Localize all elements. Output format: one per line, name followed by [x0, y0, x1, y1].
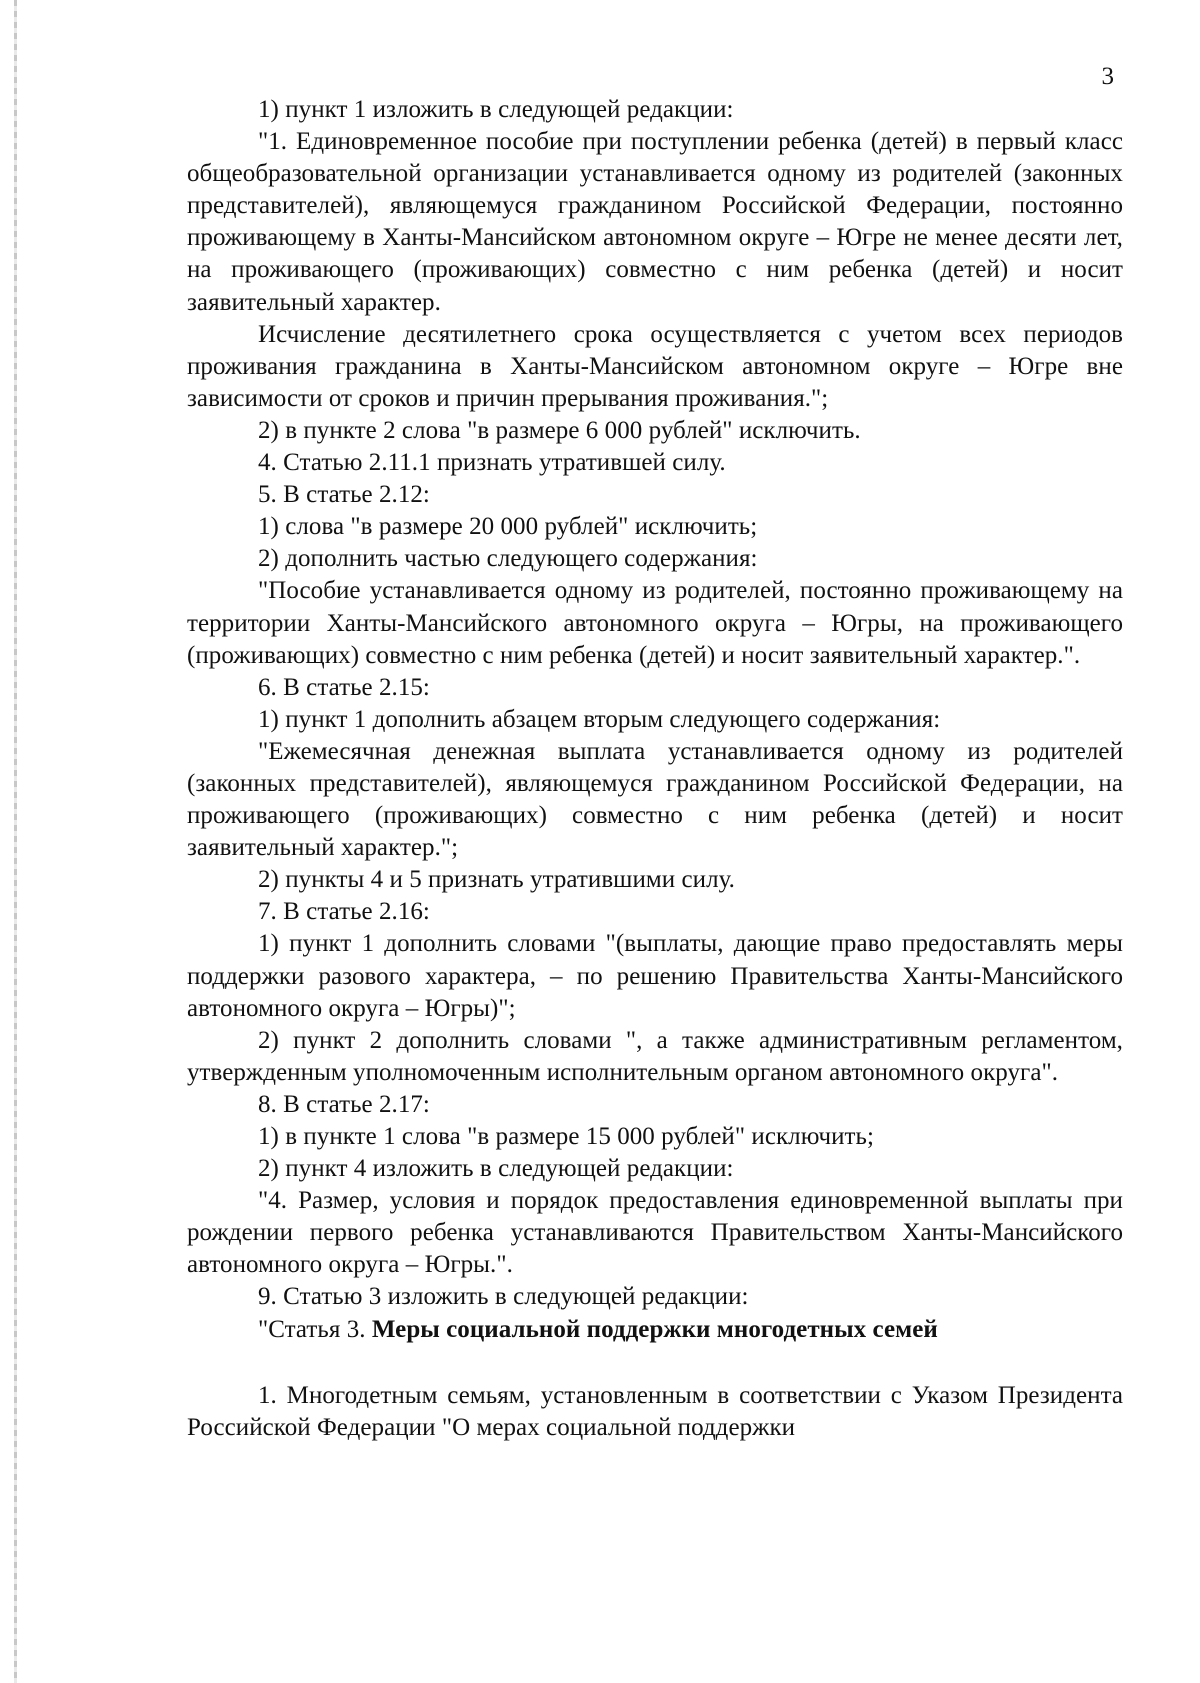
paragraph: "1. Единовременное пособие при поступлении ребенка (детей) в первый класс общеобразовательной организации устанавливается одному из родителей (законных представителей), являющемуся гражданином Российской Федерации, постоянно проживающему в Ханты-Мансийском автономном округе – Югре не менее десяти лет, на проживающего (проживающих) совместно с ним ребенка (детей) и носит заявительный характер. — [187, 128, 1123, 316]
paragraph: 5. В статье 2.12: — [258, 481, 430, 509]
paragraph: 1) в пункте 1 слова "в размере 15 000 рублей" исключить; — [258, 1123, 874, 1150]
paragraph: 2) пункт 2 дополнить словами ", а также административным регламентом, утвержденным уполномоченным исполнительным органом автономного округа". — [187, 1026, 1123, 1086]
paragraph: 2) в пункте 2 слова "в размере 6 000 рублей" исключить. — [258, 416, 861, 444]
page-number: 3 — [1101, 63, 1114, 90]
paragraph: 1) пункт 1 дополнить абзацем вторым следующего содержания: — [258, 705, 941, 733]
paragraph: Исчисление десятилетнего срока осуществляется с учетом всех периодов проживания гражданина в Ханты-Мансийском автономном округе – Югре вне зависимости от сроков и причин прерывания проживания."; — [187, 320, 1123, 412]
paragraph: "4. Размер, условия и порядок предоставления единовременной выплаты при рождении первого ребенка устанавливаются Правительством Ханты-Мансийского автономного округа – Югры.". — [187, 1187, 1123, 1279]
paragraph-gap — [187, 1346, 1123, 1380]
paragraph: 6. В статье 2.15: — [258, 673, 430, 701]
paragraph: 1) пункт 1 дополнить словами "(выплаты, дающие право предоставлять меры поддержки разового характера, – по решению Правительства Ханты-Мансийского автономного округа – Югры)"; — [187, 930, 1123, 1022]
article-heading — [187, 1314, 1123, 1346]
scan-edge-artifact — [14, 0, 17, 1683]
article-heading-title: Меры социальной поддержки многодетных семей — [371, 1315, 938, 1343]
paragraph: 1) пункт 1 изложить в следующей редакции: — [258, 96, 734, 123]
paragraph: "Ежемесячная денежная выплата устанавливается одному из родителей (законных представителей), являющемуся гражданином Российской Федерации, на проживающего (проживающих) совместно с ним ребенка (детей) и носит заявительный характер."; — [187, 737, 1123, 862]
paragraph: 7. В статье 2.16: — [258, 898, 430, 926]
paragraph: "Пособие устанавливается одному из родителей, постоянно проживающему на территории Ханты-Мансийского автономного округа – Югры, на проживающего (проживающих) совместно с ним ребенка (детей) и носит заявительный характер.". — [187, 577, 1123, 669]
article-heading-prefix: "Статья 3. — [258, 1315, 372, 1343]
paragraph: 1) слова "в размере 20 000 рублей" исключить; — [258, 513, 758, 541]
paragraph: 8. В статье 2.17: — [258, 1090, 430, 1118]
paragraph: 4. Статью 2.11.1 признать утратившей силу. — [258, 449, 726, 477]
paragraph: 2) пункт 4 изложить в следующей редакции: — [258, 1155, 734, 1183]
paragraph: 1. Многодетным семьям, установленным в соответствии с Указом Президента Российской Федерации "О мерах социальной поддержки — [187, 1381, 1123, 1441]
document-body — [187, 94, 1123, 1444]
paragraph: 9. Статью 3 изложить в следующей редакции: — [258, 1283, 749, 1311]
paragraph: 2) дополнить частью следующего содержания: — [258, 545, 758, 573]
paragraph: 2) пункты 4 и 5 признать утратившими силу. — [258, 866, 735, 894]
